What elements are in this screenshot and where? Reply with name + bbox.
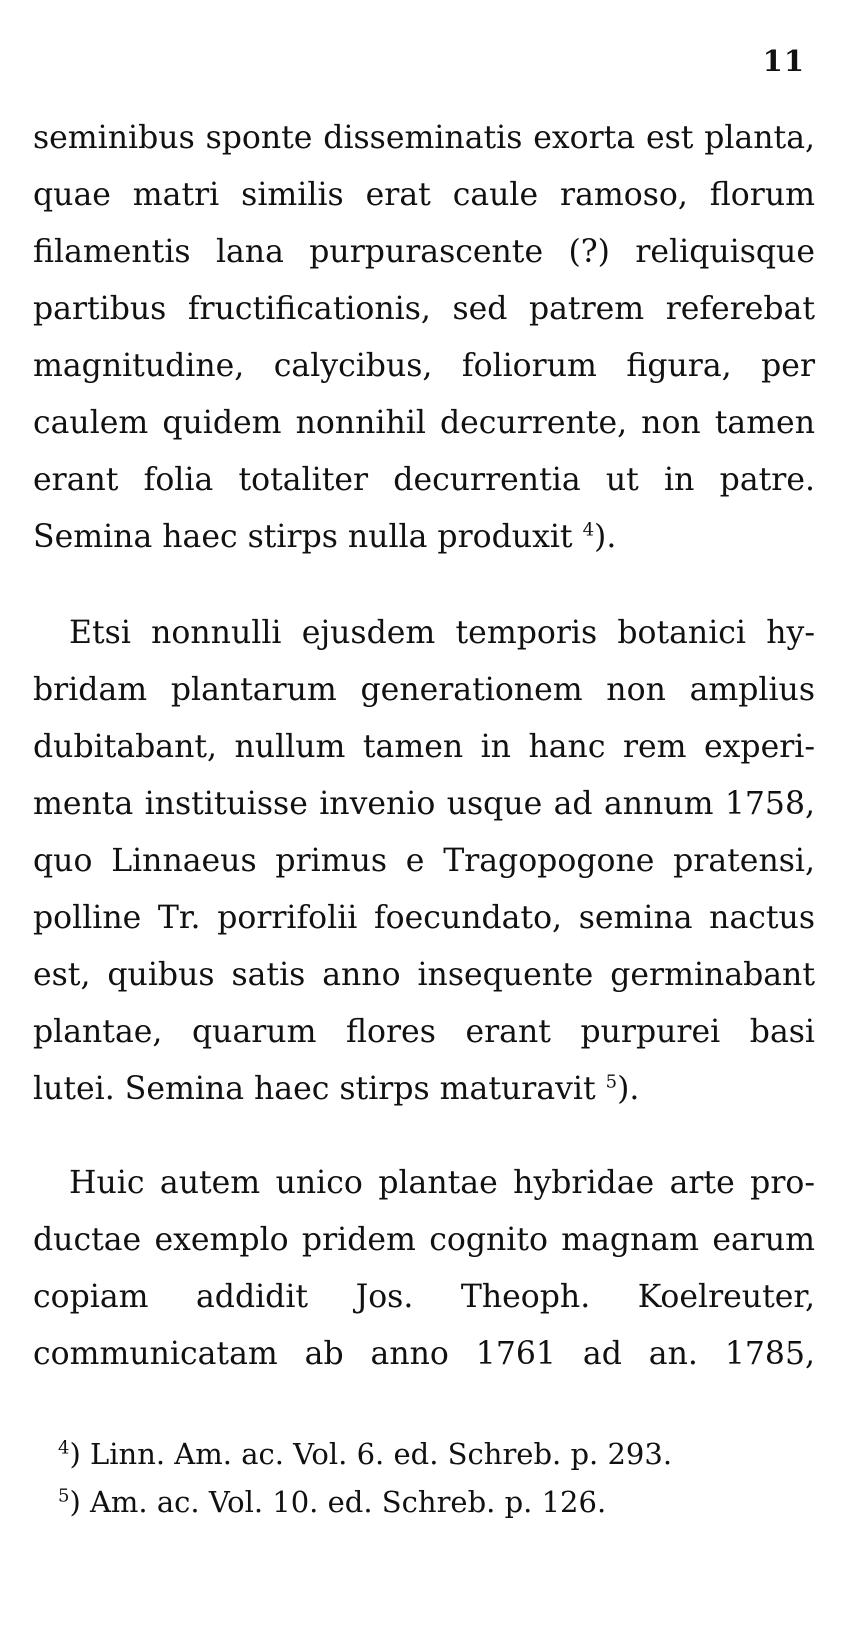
text-line: Huic autem unico plantae hybridae arte pro- bbox=[69, 1165, 815, 1201]
text-line: communicatam ab anno 1761 ad an. 1785, bbox=[33, 1336, 815, 1372]
text-line: est, quibus satis anno insequente germinabant bbox=[33, 957, 815, 993]
text-line: Etsi nonnulli ejusdem temporis botanici hy- bbox=[69, 615, 815, 651]
text-line: bridam plantarum generationem non amplius bbox=[33, 672, 815, 708]
text-line: polline Tr. porrifolii foecundato, semina nactus bbox=[33, 900, 815, 936]
footnote-mark: 5 bbox=[58, 1485, 70, 1507]
footnote-reference-tail: ). bbox=[594, 519, 617, 555]
footnote-reference-tail: ). bbox=[617, 1071, 640, 1107]
text-line-content: lutei. Semina haec stirps maturavit bbox=[33, 1071, 596, 1107]
text-line: caulem quidem nonnihil decurrente, non tamen bbox=[33, 405, 815, 441]
text-line: erant folia totaliter decurrentia ut in patre. bbox=[33, 462, 815, 498]
text-line: quae matri similis erat caule ramoso, florum bbox=[33, 177, 815, 213]
footnote-4 bbox=[58, 1430, 672, 1478]
text-line-content: Semina haec stirps nulla produxit bbox=[33, 519, 573, 555]
text-line: dubitabant, nullum tamen in hanc rem experi- bbox=[33, 729, 815, 765]
footnote-text: ) Linn. Am. ac. Vol. 6. ed. Schreb. p. 293. bbox=[69, 1437, 673, 1471]
paragraph-3 bbox=[33, 1155, 815, 1383]
text-line: plantae, quarum flores erant purpurei basi bbox=[33, 1014, 815, 1050]
text-line: filamentis lana purpurascente (?) reliquisque bbox=[33, 234, 815, 270]
text-line: ductae exemplo pridem cognito magnam earum bbox=[33, 1222, 815, 1258]
text-line-last bbox=[33, 1061, 815, 1118]
footnote-text: ) Am. ac. Vol. 10. ed. Schreb. p. 126. bbox=[69, 1485, 607, 1519]
text-line: menta instituisse invenio usque ad annum 1758, bbox=[33, 786, 815, 822]
footnote-reference: 4 bbox=[582, 519, 595, 541]
paragraph-1 bbox=[33, 110, 815, 566]
text-line: quo Linnaeus primus e Tragopogone pratensi, bbox=[33, 843, 815, 879]
footnotes bbox=[58, 1430, 672, 1526]
text-line: copiam addidit Jos. Theoph. Koelreuter, bbox=[33, 1279, 815, 1315]
page-number: 11 bbox=[762, 44, 805, 78]
paragraph-2 bbox=[33, 605, 815, 1118]
text-line: partibus fructificationis, sed patrem referebat bbox=[33, 291, 815, 327]
footnote-reference: 5 bbox=[605, 1071, 618, 1093]
text-line: magnitudine, calycibus, foliorum figura, per bbox=[33, 348, 815, 384]
footnote-5 bbox=[58, 1478, 672, 1526]
footnote-mark: 4 bbox=[58, 1437, 70, 1459]
text-line: seminibus sponte disseminatis exorta est planta, bbox=[33, 120, 815, 156]
text-line-last bbox=[33, 509, 815, 566]
